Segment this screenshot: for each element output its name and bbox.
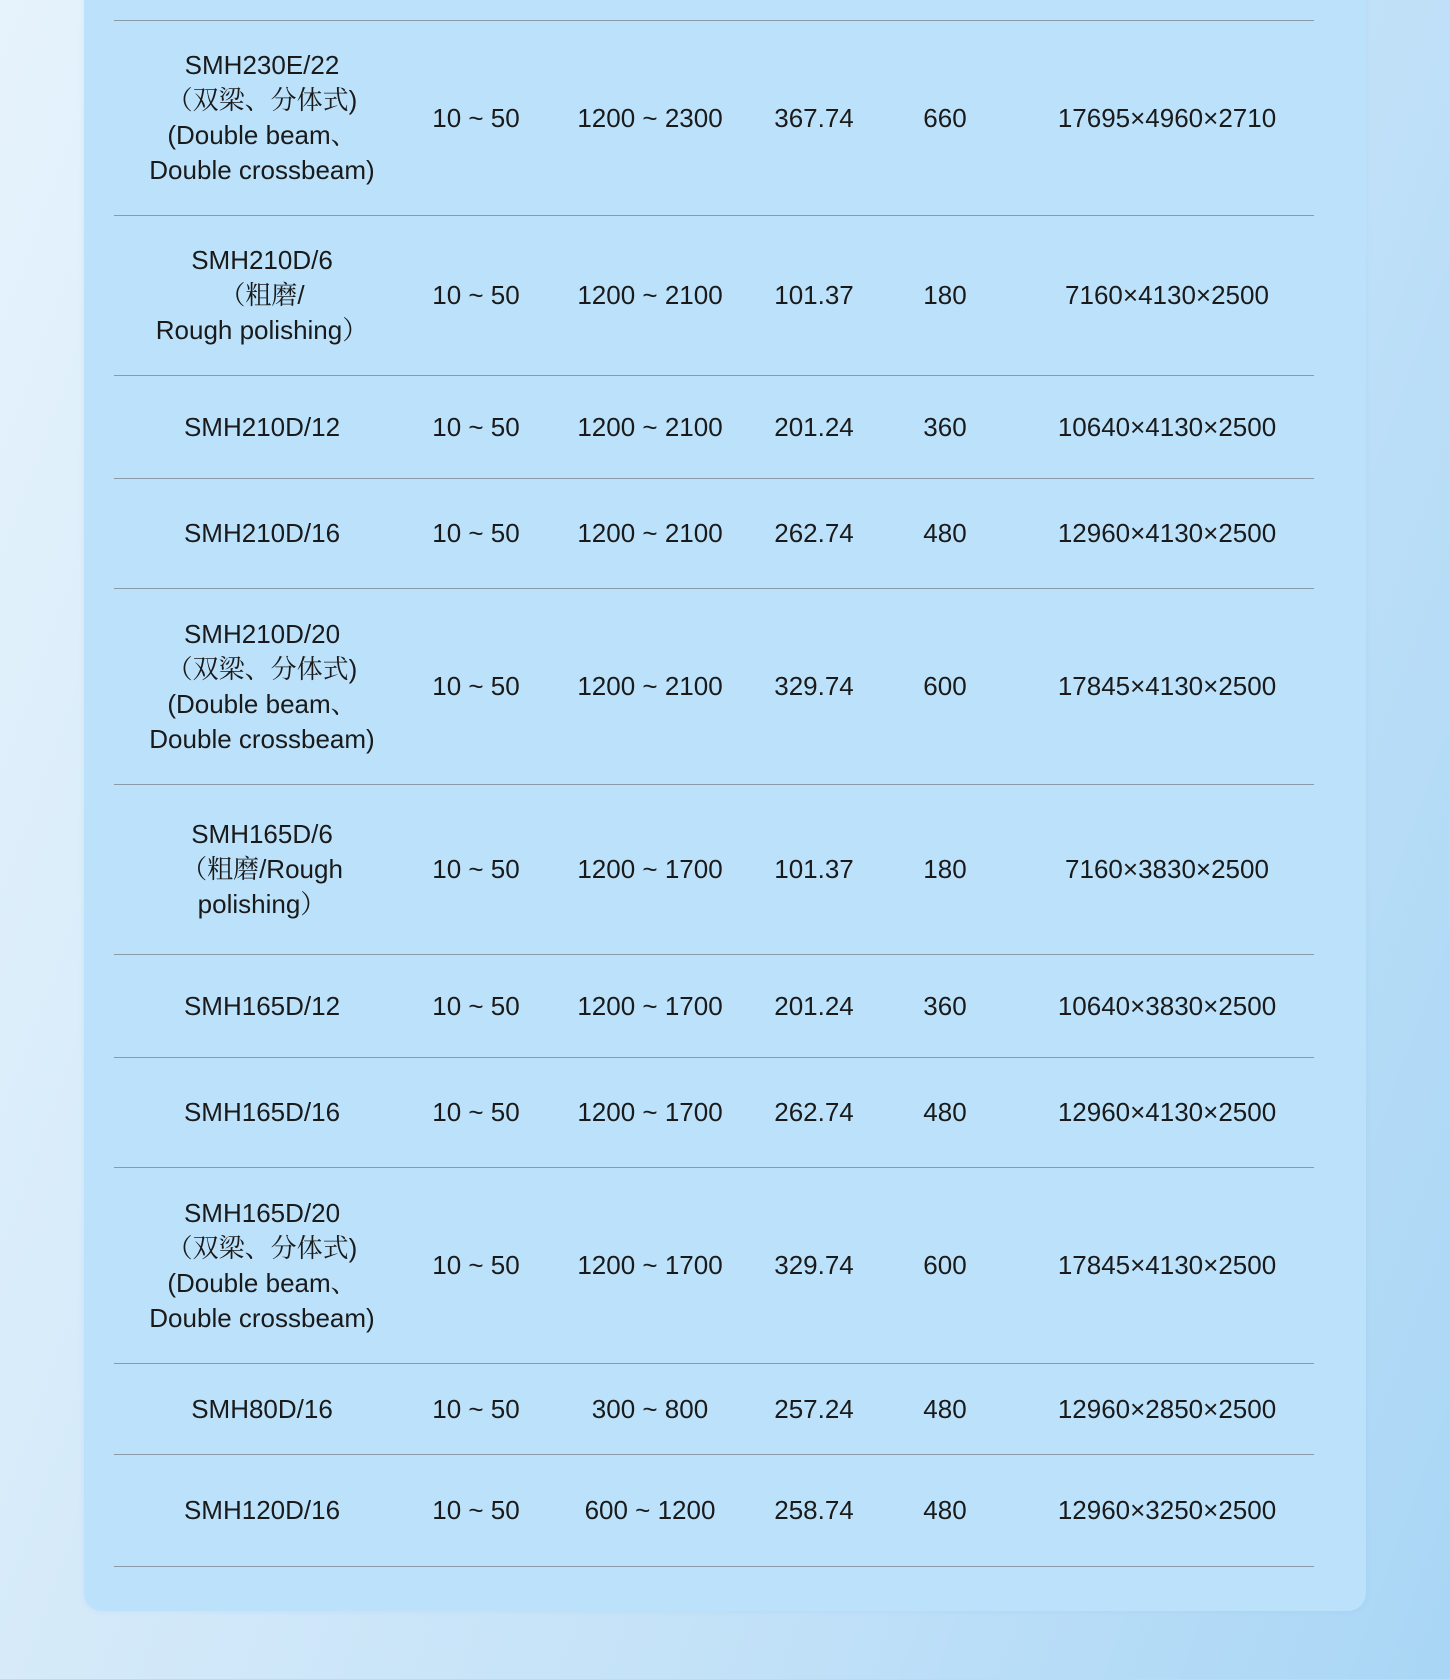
thickness-cell: 10 ~ 50: [432, 671, 520, 701]
model-cell: [114, 1196, 410, 1336]
table-row: [114, 21, 1314, 216]
thickness-cell: 10 ~ 50: [432, 990, 520, 1021]
power-cell: 367.74: [774, 102, 854, 133]
thickness-cell: 10 ~ 50: [432, 102, 520, 133]
thickness-cell: 10 ~ 50: [432, 518, 520, 548]
spec-table-card: [84, 0, 1366, 1611]
model-name-line: （双梁、分体式): [166, 1232, 358, 1263]
dimensions-cell: 17695×4960×2710: [1057, 102, 1277, 133]
power-cell: 101.37: [774, 280, 854, 310]
power-cell: 262.74: [774, 1097, 854, 1127]
width-cell: 1200 ~ 1700: [577, 854, 723, 884]
heads-cell: 180: [923, 280, 967, 310]
model-cell: [114, 989, 410, 1024]
power-cell: 101.37: [774, 854, 854, 884]
thickness-cell: 10 ~ 50: [432, 1250, 520, 1280]
table-row: [114, 376, 1314, 479]
power-cell: 258.74: [774, 1495, 854, 1525]
model-cell: [114, 48, 410, 188]
width-cell: 1200 ~ 1700: [577, 990, 723, 1021]
heads-cell: 600: [923, 1250, 967, 1280]
dimensions-cell: 12960×4130×2500: [1057, 518, 1277, 548]
heads-cell: 480: [923, 518, 967, 548]
dimensions-cell: 7160×4130×2500: [1065, 280, 1269, 310]
power-cell: 329.74: [774, 1250, 854, 1280]
table-row: [114, 216, 1314, 376]
width-cell: 1200 ~ 1700: [577, 1097, 723, 1127]
dimensions-cell: 12960×3250×2500: [1057, 1495, 1277, 1525]
width-cell: 1200 ~ 2100: [577, 411, 723, 442]
model-name-line: SMH120D/16: [183, 1495, 341, 1525]
model-name-line: （粗磨/: [219, 280, 305, 310]
dimensions-cell: 17845×4130×2500: [1057, 671, 1277, 701]
thickness-cell: 10 ~ 50: [432, 280, 520, 310]
heads-cell: 180: [923, 854, 967, 884]
power-cell: 201.24: [774, 411, 854, 442]
model-name-line: SMH210D/12: [183, 411, 341, 442]
table-row: [114, 1168, 1314, 1364]
model-cell: [114, 1392, 410, 1427]
width-cell: 1200 ~ 2100: [577, 671, 723, 701]
model-name-line: (Double beam、: [167, 688, 357, 719]
power-cell: 257.24: [774, 1393, 854, 1424]
model-cell: [114, 617, 410, 757]
dimensions-cell: 7160×3830×2500: [1065, 854, 1269, 884]
width-cell: 600 ~ 1200: [584, 1495, 716, 1525]
model-name-line: SMH230E/22: [184, 50, 340, 80]
model-cell: [114, 410, 410, 445]
width-cell: 1200 ~ 2300: [577, 102, 723, 133]
heads-cell: 360: [923, 411, 967, 442]
model-name-line: polishing）: [197, 889, 327, 919]
model-name-line: SMH210D/6: [191, 245, 333, 275]
table-row: [114, 589, 1314, 785]
power-cell: 262.74: [774, 518, 854, 548]
heads-cell: 480: [923, 1495, 967, 1525]
table-row: [114, 1364, 1314, 1455]
heads-cell: 480: [923, 1393, 967, 1424]
dimensions-cell: 10640×3830×2500: [1057, 990, 1277, 1021]
dimensions-cell: 10640×4130×2500: [1057, 411, 1277, 442]
model-name-line: SMH210D/16: [183, 518, 341, 548]
model-cell: [114, 1095, 410, 1130]
thickness-cell: 10 ~ 50: [432, 854, 520, 884]
table-row: [114, 785, 1314, 955]
model-cell: [114, 817, 410, 922]
model-name-line: SMH80D/16: [191, 1393, 333, 1424]
dimensions-cell: 12960×4130×2500: [1057, 1097, 1277, 1127]
model-name-line: SMH165D/20: [183, 1197, 341, 1228]
table-row: [114, 955, 1314, 1058]
power-cell: 201.24: [774, 990, 854, 1021]
model-name-line: SMH165D/16: [183, 1097, 341, 1127]
model-name-line: Double crossbeam): [149, 723, 375, 754]
model-name-line: （粗磨/Rough: [181, 854, 343, 884]
width-cell: 1200 ~ 2100: [577, 518, 723, 548]
model-name-line: （双梁、分体式): [166, 653, 358, 684]
table-row: [114, 479, 1314, 589]
model-name-line: (Double beam、: [167, 1267, 357, 1298]
model-name-line: SMH165D/12: [183, 990, 341, 1021]
width-cell: 300 ~ 800: [591, 1393, 709, 1424]
model-name-line: SMH210D/20: [183, 618, 341, 649]
model-cell: [114, 516, 410, 551]
spec-table: [114, 20, 1314, 1567]
table-row: [114, 1455, 1314, 1567]
thickness-cell: 10 ~ 50: [432, 411, 520, 442]
model-name-line: Double crossbeam): [149, 1302, 375, 1333]
heads-cell: 360: [923, 990, 967, 1021]
table-row: [114, 1058, 1314, 1168]
width-cell: 1200 ~ 2100: [577, 280, 723, 310]
model-cell: [114, 243, 410, 348]
model-name-line: SMH165D/6: [191, 819, 333, 849]
model-name-line: (Double beam、: [167, 120, 357, 150]
model-cell: [114, 1493, 410, 1528]
dimensions-cell: 12960×2850×2500: [1057, 1393, 1277, 1424]
thickness-cell: 10 ~ 50: [432, 1495, 520, 1525]
heads-cell: 600: [923, 671, 967, 701]
heads-cell: 660: [923, 102, 967, 133]
heads-cell: 480: [923, 1097, 967, 1127]
dimensions-cell: 17845×4130×2500: [1057, 1250, 1277, 1280]
thickness-cell: 10 ~ 50: [432, 1097, 520, 1127]
power-cell: 329.74: [774, 671, 854, 701]
model-name-line: Double crossbeam): [149, 155, 375, 185]
width-cell: 1200 ~ 1700: [577, 1250, 723, 1280]
model-name-line: Rough polishing）: [155, 315, 369, 345]
thickness-cell: 10 ~ 50: [432, 1393, 520, 1424]
model-name-line: （双梁、分体式): [166, 85, 358, 115]
